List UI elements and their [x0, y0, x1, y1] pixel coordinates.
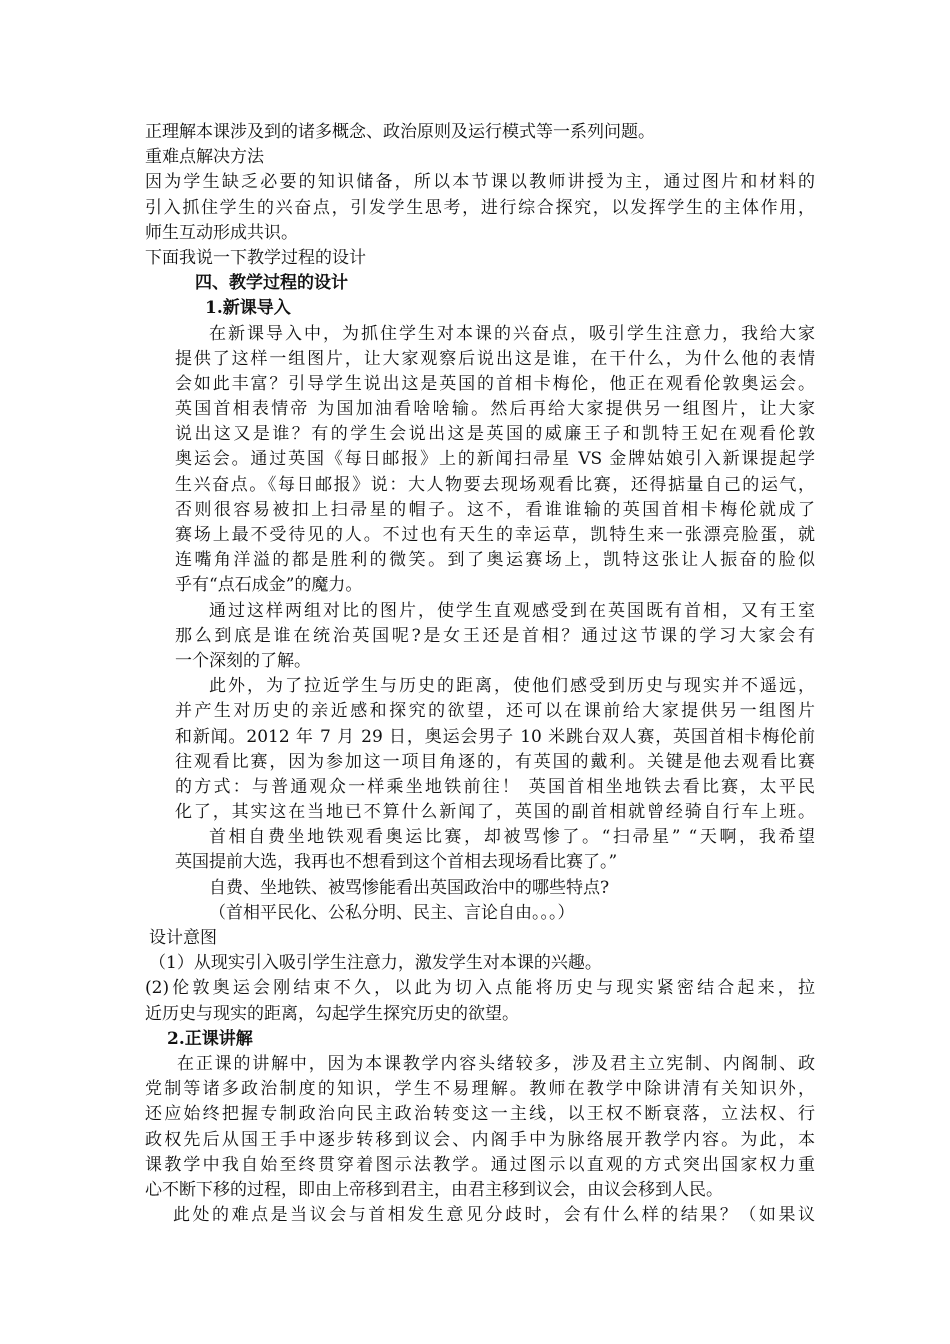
document-page — [145, 120, 815, 1228]
paragraph-line: 的方式：与普通观众一样乘坐地铁前往！ 英国首相坐地铁去看比赛，太平民 — [175, 776, 815, 797]
paragraph-line: 政权先后从国王手中逐步转移到议会、内阁手中为脉络展开教学内容。为此，本 — [145, 1129, 815, 1150]
paragraph-line: 下面我说一下教学过程的设计 — [145, 247, 366, 268]
paragraph-line: 那么到底是谁在统治英国呢?是女王还是首相？通过这节课的学习大家会有 — [175, 625, 815, 646]
paragraph-line: 通过这样两组对比的图片，使学生直观感受到在英国既有首相，又有王室 — [209, 600, 815, 621]
paragraph-line: 此外，为了拉近学生与历史的距离，使他们感受到历史与现实并不遥远， — [209, 676, 815, 697]
paragraph-line: 提供了这样一组图片，让大家观察后说出这是谁，在干什么，为什么他的表情 — [175, 348, 815, 369]
section-heading: 重难点解决方法 — [145, 147, 264, 168]
paragraph-line: (2)伦敦奥运会刚结束不久，以此为切入点能将历史与现实紧密结合起来，拉 — [145, 978, 815, 999]
paragraph-line: 首相自费坐地铁观看奥运比赛，却被骂惨了。“扫帚星” “天啊，我希望 — [209, 827, 815, 848]
paragraph-line: 英国首相表情帝 为国加油看啥啥输。然后再给大家提供另一组图片，让大家 — [175, 399, 815, 420]
paragraph-line: 课教学中我自始至终贯穿着图示法教学。通过图示以直观的方式突出国家权力重 — [145, 1154, 815, 1175]
paragraph-line: 因为学生缺乏必要的知识储备，所以本节课以教师讲授为主，通过图片和材料的 — [145, 172, 815, 193]
chapter-heading: 四、教学过程的设计 — [195, 273, 348, 294]
paragraph-line: 一个深刻的了解。 — [175, 650, 311, 671]
paragraph-line: 说出这又是谁？有的学生会说出这是英国的威廉王子和凯特王妃在观看伦敦 — [175, 424, 815, 445]
paragraph-line: 连嘴角洋溢的都是胜利的微笑。到了奥运赛场上，凯特这张让人振奋的脸似 — [175, 550, 815, 571]
paragraph-line: （首相平民化、公私分明、民主、言论自由。。。） — [209, 902, 575, 923]
paragraph-line: 心不断下移的过程，即由上帝移到君主，由君主移到议会，由议会移到人民。 — [145, 1179, 723, 1200]
section-heading: 设计意图 — [149, 928, 217, 948]
paragraph-line: 生兴奋点。《每日邮报》说：大人物要去现场观看比赛，还得掂量自己的运气， — [175, 474, 815, 495]
paragraph-line: 否则很容易被扣上扫帚星的帽子。这不，看谁谁输的英国首相卡梅伦就成了 — [175, 499, 815, 520]
paragraph-line: 引入抓住学生的兴奋点，引发学生思考，进行综合探究，以发挥学生的主体作用， — [145, 197, 815, 218]
paragraph-line: 还应始终把握专制政治向民主政治转变这一主线，以王权不断衰落，立法权、行 — [145, 1104, 815, 1125]
paragraph-line: 在正课的讲解中，因为本课教学内容头绪较多，涉及君主立宪制、内阁制、政 — [177, 1053, 815, 1074]
paragraph-line: 并产生对历史的亲近感和探究的欲望，还可以在课前给大家提供另一组图片 — [175, 701, 815, 722]
paragraph-line: 奥运会。通过英国《每日邮报》上的新闻扫帚星 VS 金牌姑娘引入新课提起学 — [175, 449, 815, 470]
paragraph-line: 会如此丰富？引导学生说出这是英国的首相卡梅伦，他正在观看伦敦奥运会。 — [175, 373, 815, 394]
paragraph-line: 和新闻。2012 年 7 月 29 日，奥运会男子 10 米跳台双人赛，英国首相卡梅伦前 — [175, 726, 815, 747]
paragraph-line: 自费、坐地铁、被骂惨能看出英国政治中的哪些特点? — [209, 877, 610, 898]
paragraph-line: （1）从现实引入吸引学生注意力，激发学生对本课的兴趣。 — [149, 953, 602, 974]
paragraph-line: 赛场上最不受待见的人。不过也有天生的幸运草，凯特生来一张漂亮脸蛋，就 — [175, 525, 815, 545]
paragraph-line: 近历史与现实的距离，勾起学生探究历史的欲望。 — [145, 1003, 519, 1024]
paragraph-line: 正理解本课涉及到的诸多概念、政治原则及运行模式等一系列问题。 — [145, 122, 655, 142]
paragraph-line: 英国提前大选，我再也不想看到这个首相去现场看比赛了。” — [175, 852, 618, 873]
paragraph-line: 师生互动形成共识。 — [145, 222, 298, 243]
paragraph-line: 乎有“点石成金”的魔力。 — [175, 575, 363, 596]
subsection-heading: 1.新课导入 — [205, 298, 291, 319]
paragraph-line: 在新课导入中，为抓住学生对本课的兴奋点，吸引学生注意力，我给大家 — [209, 323, 815, 344]
paragraph-line: 此处的难点是当议会与首相发生意见分歧时，会有什么样的结果？（如果议 — [173, 1205, 815, 1226]
paragraph-line: 往观看比赛，因为参加这一项目角逐的，有英国的戴利。关键是他去观看比赛 — [175, 751, 815, 772]
paragraph-line: 化了，其实这在当地已不算什么新闻了，英国的副首相就曾经骑自行车上班。 — [175, 802, 815, 823]
paragraph-line: 党制等诸多政治制度的知识，学生不易理解。教师在教学中除讲清有关知识外， — [145, 1079, 815, 1100]
subsection-heading: 2.正课讲解 — [167, 1028, 253, 1049]
